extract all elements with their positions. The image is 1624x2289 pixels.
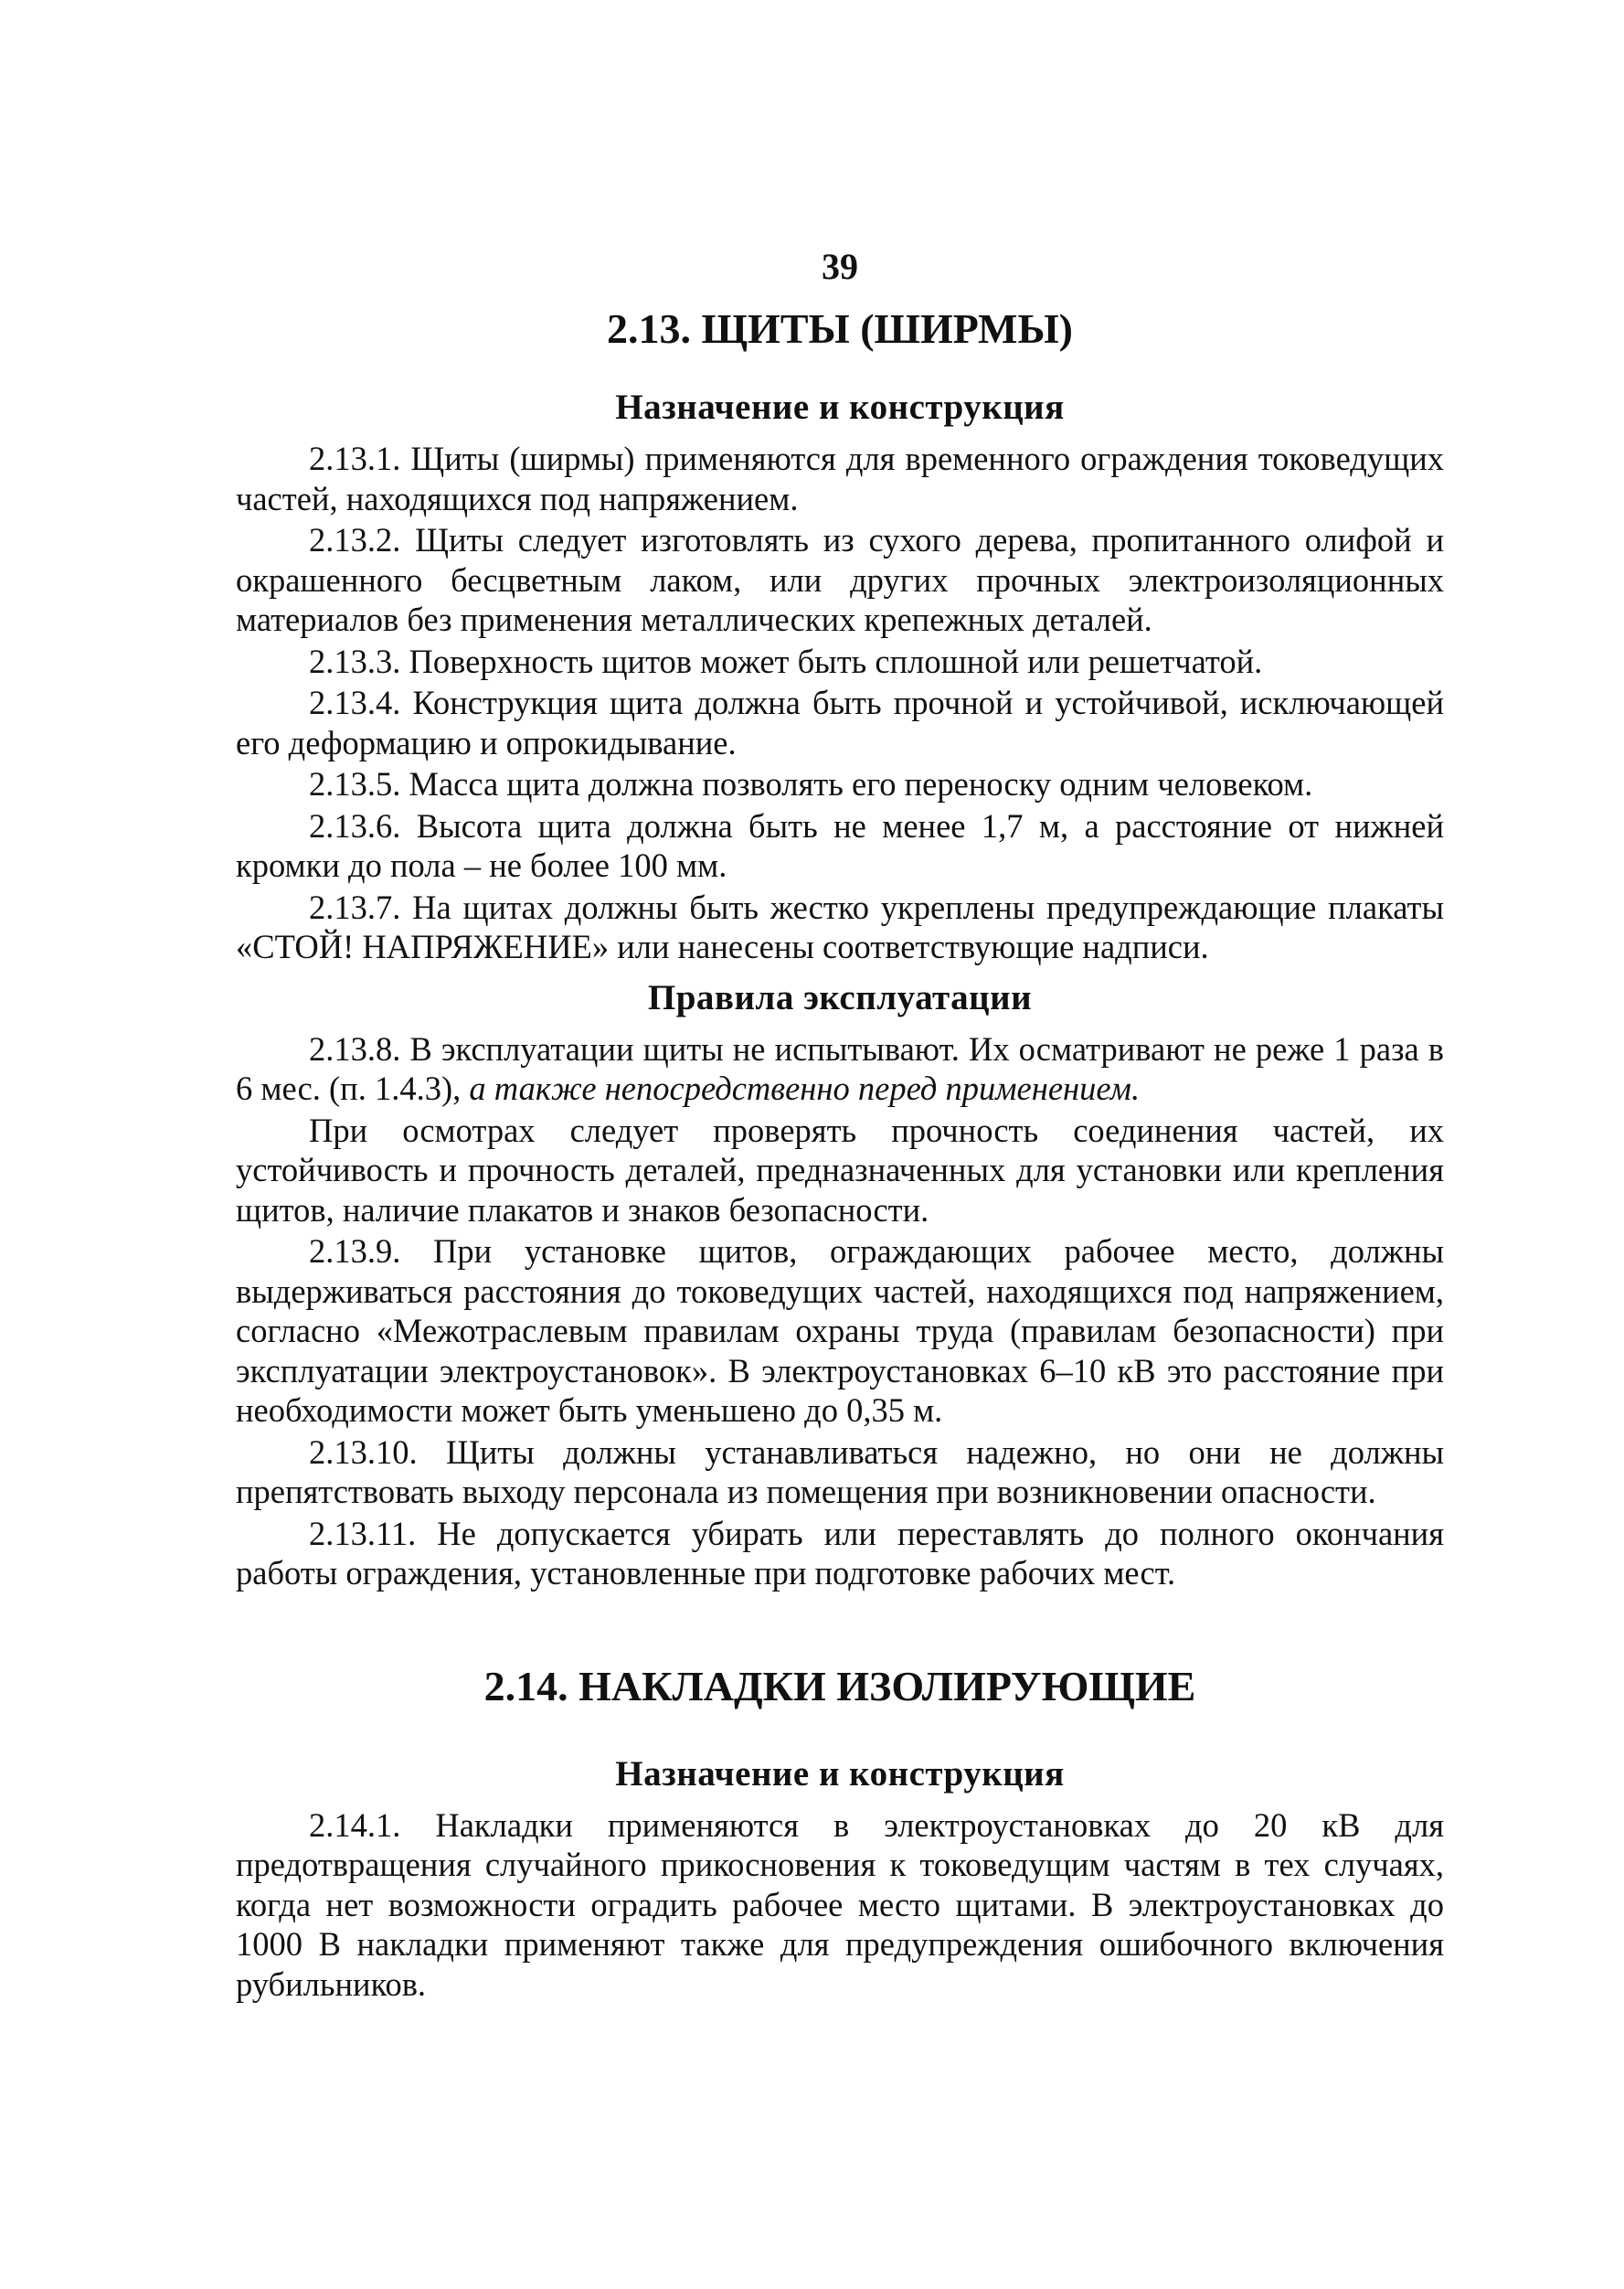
paragraph-2-14-1: 2.14.1. Накладки применяются в электроустановках до 20 кВ для предотвращения случайного прикосновения к токоведущим частям в тех случаях, когда нет возможности оградить рабочее место щитами. В электроустановках до 1000 В накладки применяют также для предупреждения ошибочного включения рубильников.: [236, 1805, 1444, 2003]
paragraph-2-13-5: 2.13.5. Масса щита должна позволять его переноску одним человеком.: [309, 765, 1313, 803]
subsection-purpose-construction-2: Назначение и конструкция: [615, 1753, 1065, 1794]
section-title-shields: 2.13. ЩИТЫ (ШИРМЫ): [607, 305, 1073, 352]
paragraph-2-13-7: 2.13.7. На щитах должны быть жестко укреплены предупреждающие плакаты «СТОЙ! НАПРЯЖЕНИЕ» или нанесены соответствующие надписи.: [236, 888, 1444, 965]
page-number: 39: [822, 246, 858, 287]
paragraph-2-13-3: 2.13.3. Поверхность щитов может быть сплошной или решетчатой.: [309, 642, 1263, 680]
section-title-insulating-pads: 2.14. НАКЛАДКИ ИЗОЛИРУЮЩИЕ: [483, 1662, 1196, 1709]
paragraph-2-13-4: 2.13.4. Конструкция щита должна быть прочной и устойчивой, исключающей его деформацию и опрокидывание.: [236, 684, 1444, 761]
paragraph-2-13-8-text: 2.13.8. В эксплуатации щиты не испытывают. Их осматривают не реже 1 раза в 6 мес. (п. 1.4.3),: [236, 1029, 1444, 1107]
paragraph-2-13-2: 2.13.2. Щиты следует изготовлять из сухого дерева, пропитанного олифой и окрашенного бесцветным лаком, или других прочных электроизоляционных материалов без применения металлических крепежных деталей.: [236, 521, 1444, 638]
subsection-operation-rules: Правила эксплуатации: [647, 977, 1033, 1017]
paragraph-2-13-10: 2.13.10. Щиты должны устанавливаться надежно, но они не должны препятствовать выходу персонала из помещения при возникновении опасности.: [236, 1432, 1444, 1510]
document-page: [236, 245, 1444, 2006]
paragraph-2-13-9: 2.13.9. При установке щитов, ограждающих рабочее место, должны выдерживаться расстояния до токоведущих частей, находящихся под напряжением, согласно «Межотраслевым правилам охраны труда (правилам безопасности) при эксплуатации электроустановок». В электроустановках 6–10 кВ это расстояние при необходимости может быть уменьшено до 0,35 м.: [236, 1232, 1444, 1429]
subsection-purpose-construction: Назначение и конструкция: [615, 388, 1065, 427]
paragraph-2-13-8-italic: а также непосредственно перед применением.: [469, 1070, 1141, 1107]
paragraph-2-13-8: [236, 1029, 1444, 1109]
paragraph-2-13-6: 2.13.6. Высота щита должна быть не менее 1,7 м, а расстояние от нижней кромки до пола – не более 100 мм.: [236, 806, 1444, 884]
paragraph-inspection: При осмотрах следует проверять прочность соединения частей, их устойчивость и прочность деталей, предназначенных для установки или крепления щитов, наличие плакатов и знаков безопасности.: [236, 1111, 1444, 1229]
paragraph-2-13-11: 2.13.11. Не допускается убирать или переставлять до полного окончания работы ограждения, установленные при подготовке рабочих мест.: [236, 1514, 1444, 1592]
paragraph-2-13-1: 2.13.1. Щиты (ширмы) применяются для временного ограждения токоведущих частей, находящихся под напряжением.: [236, 440, 1444, 517]
